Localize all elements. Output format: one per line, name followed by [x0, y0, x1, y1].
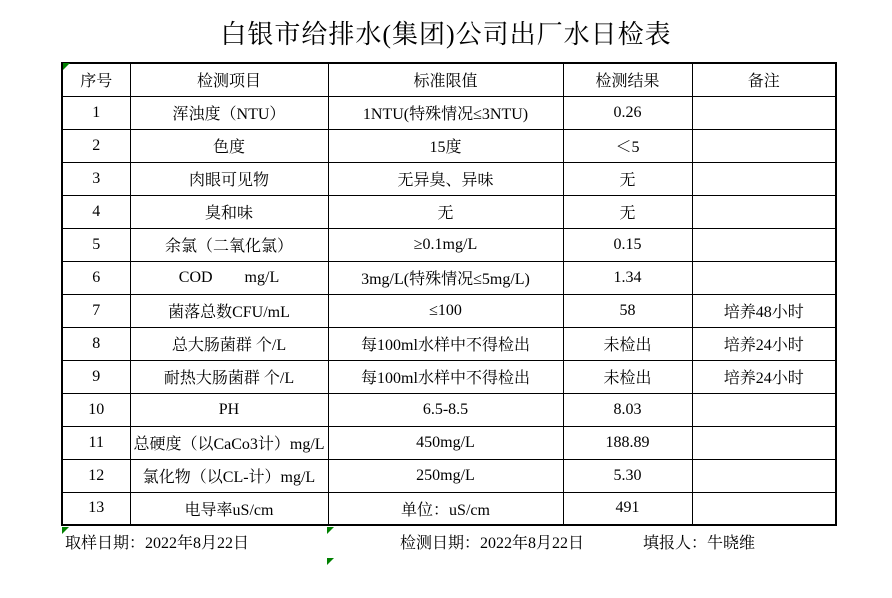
table-body	[62, 96, 836, 525]
table-row	[62, 228, 836, 261]
table-row	[62, 96, 836, 129]
cell-indicator-icon	[63, 63, 70, 70]
item-cell[interactable]: 余氯（二氧化氯）	[130, 228, 328, 261]
item-cell[interactable]: 总大肠菌群 个/L	[130, 327, 328, 360]
limit-cell[interactable]: 6.5-8.5	[328, 393, 563, 426]
row-number-cell[interactable]: 1	[62, 96, 130, 129]
remark-cell[interactable]	[692, 459, 836, 492]
testing-date-label[interactable]: 检测日期：2022年8月22日	[400, 535, 585, 552]
row-number-cell[interactable]: 11	[62, 426, 130, 459]
remark-cell[interactable]: 培养24小时	[692, 360, 836, 393]
table-header-row	[62, 63, 836, 96]
limit-cell[interactable]: 1NTU(特殊情况≤3NTU)	[328, 96, 563, 129]
limit-cell[interactable]: 15度	[328, 129, 563, 162]
sampling-date-label[interactable]: 取样日期：2022年8月22日	[65, 535, 250, 552]
limit-cell[interactable]: 单位：uS/cm	[328, 492, 563, 525]
item-cell[interactable]: 肉眼可见物	[130, 162, 328, 195]
remark-cell[interactable]	[692, 96, 836, 129]
result-cell[interactable]: 58	[563, 294, 692, 327]
item-cell[interactable]: COD mg/L	[130, 261, 328, 294]
row-number-cell[interactable]: 13	[62, 492, 130, 525]
table-row	[62, 294, 836, 327]
result-cell[interactable]: 188.89	[563, 426, 692, 459]
table-row	[62, 195, 836, 228]
item-cell[interactable]: 电导率uS/cm	[130, 492, 328, 525]
limit-cell[interactable]: 每100ml水样中不得检出	[328, 327, 563, 360]
row-number-cell[interactable]: 10	[62, 393, 130, 426]
item-cell[interactable]: 总硬度（以CaCo3计）mg/L	[130, 426, 328, 459]
item-cell[interactable]: 臭和味	[130, 195, 328, 228]
table-row	[62, 129, 836, 162]
row-number-cell[interactable]: 2	[62, 129, 130, 162]
row-number-cell[interactable]: 4	[62, 195, 130, 228]
cell-indicator-icon	[327, 527, 334, 534]
result-cell[interactable]: 无	[563, 195, 692, 228]
remark-cell[interactable]	[692, 195, 836, 228]
result-cell[interactable]: 未检出	[563, 360, 692, 393]
table-row	[62, 492, 836, 525]
row-number-cell[interactable]: 3	[62, 162, 130, 195]
table-row	[62, 426, 836, 459]
item-cell[interactable]: 氯化物（以CL-计）mg/L	[130, 459, 328, 492]
row-number-cell[interactable]: 5	[62, 228, 130, 261]
result-cell[interactable]: 0.26	[563, 96, 692, 129]
remark-cell[interactable]	[692, 162, 836, 195]
limit-cell[interactable]: ≥0.1mg/L	[328, 228, 563, 261]
table-row	[62, 162, 836, 195]
table-row	[62, 459, 836, 492]
remark-cell[interactable]	[692, 228, 836, 261]
limit-cell[interactable]: ≤100	[328, 294, 563, 327]
remark-cell[interactable]: 培养24小时	[692, 327, 836, 360]
result-cell[interactable]: ＜5	[563, 129, 692, 162]
row-number-cell[interactable]: 9	[62, 360, 130, 393]
result-cell[interactable]: 无	[563, 162, 692, 195]
reporter-label[interactable]: 填报人：牛晓维	[643, 535, 756, 552]
header-cell-limit[interactable]: 标准限值	[328, 63, 563, 96]
header-cell-no[interactable]: 序号	[62, 63, 130, 96]
result-cell[interactable]: 0.15	[563, 228, 692, 261]
table-row	[62, 393, 836, 426]
limit-cell[interactable]: 每100ml水样中不得检出	[328, 360, 563, 393]
row-number-cell[interactable]: 7	[62, 294, 130, 327]
limit-cell[interactable]: 无异臭、异味	[328, 162, 563, 195]
limit-cell[interactable]: 250mg/L	[328, 459, 563, 492]
item-cell[interactable]: 色度	[130, 129, 328, 162]
item-cell[interactable]: 浑浊度（NTU）	[130, 96, 328, 129]
table-row	[62, 261, 836, 294]
result-cell[interactable]: 5.30	[563, 459, 692, 492]
limit-cell[interactable]: 3mg/L(特殊情况≤5mg/L)	[328, 261, 563, 294]
limit-cell[interactable]: 无	[328, 195, 563, 228]
remark-cell[interactable]: 培养48小时	[692, 294, 836, 327]
remark-cell[interactable]	[692, 492, 836, 525]
cell-indicator-icon	[327, 558, 334, 565]
header-cell-result[interactable]: 检测结果	[563, 63, 692, 96]
limit-cell[interactable]: 450mg/L	[328, 426, 563, 459]
table-row	[62, 327, 836, 360]
page-title: 白银市给排水(集团)公司出厂水日检表	[220, 20, 672, 49]
result-cell[interactable]: 491	[563, 492, 692, 525]
result-cell[interactable]: 1.34	[563, 261, 692, 294]
remark-cell[interactable]	[692, 129, 836, 162]
row-number-cell[interactable]: 12	[62, 459, 130, 492]
inspection-table	[61, 62, 837, 526]
remark-cell[interactable]	[692, 426, 836, 459]
remark-cell[interactable]	[692, 393, 836, 426]
remark-cell[interactable]	[692, 261, 836, 294]
result-cell[interactable]: 8.03	[563, 393, 692, 426]
row-number-cell[interactable]: 8	[62, 327, 130, 360]
row-number-cell[interactable]: 6	[62, 261, 130, 294]
header-cell-remark[interactable]: 备注	[692, 63, 836, 96]
table-row	[62, 360, 836, 393]
result-cell[interactable]: 未检出	[563, 327, 692, 360]
item-cell[interactable]: 耐热大肠菌群 个/L	[130, 360, 328, 393]
header-cell-item[interactable]: 检测项目	[130, 63, 328, 96]
item-cell[interactable]: 菌落总数CFU/mL	[130, 294, 328, 327]
item-cell[interactable]: PH	[130, 393, 328, 426]
